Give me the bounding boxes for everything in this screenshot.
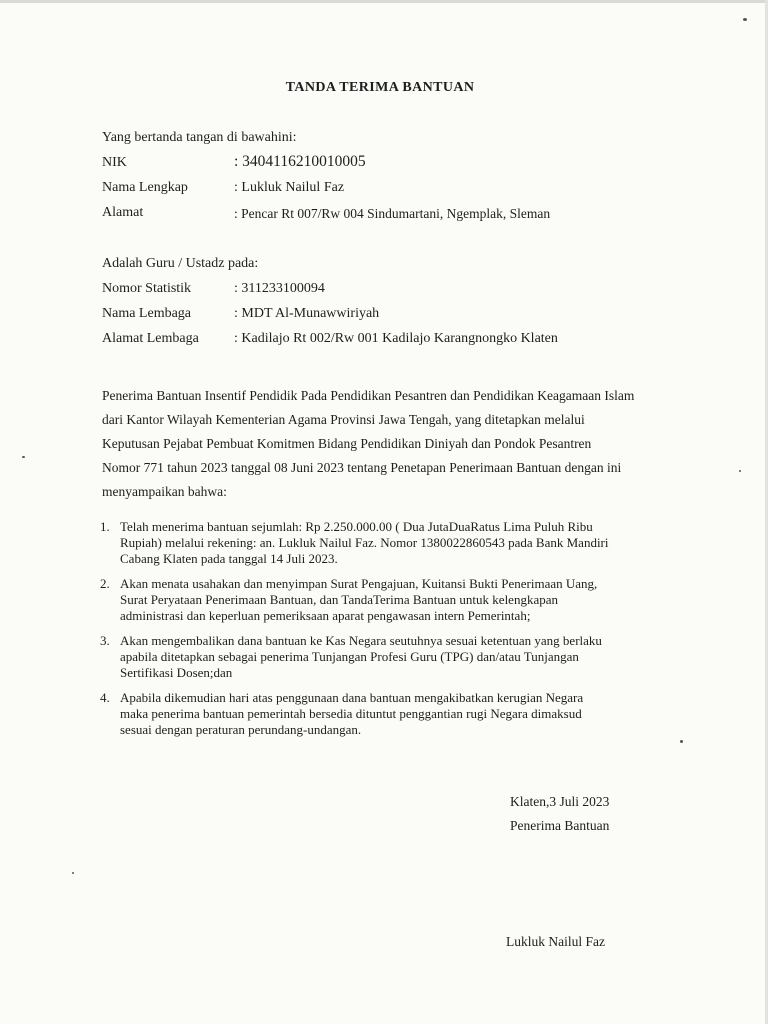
paragraph-line: dari Kantor Wilayah Kementerian Agama Provinsi Jawa Tengah, yang ditetapkan melalui — [102, 412, 585, 427]
nomor-statistik-value: : 311233100094 — [234, 281, 325, 296]
nama-lengkap-value: : Lukluk Nailul Faz — [234, 180, 345, 195]
nama-lembaga-label: Nama Lembaga — [102, 306, 192, 321]
scan-speck — [680, 740, 683, 743]
signature-name: Lukluk Nailul Faz — [506, 934, 605, 949]
nik-label: NIK — [102, 155, 127, 170]
list-line: Akan menata usahakan dan menyimpan Surat Pengajuan, Kuitansi Bukti Penerimaan Uang, — [120, 576, 598, 591]
paragraph-line: Keputusan Pejabat Pembuat Komitmen Bidang Pendidikan Diniyah dan Pondok Pesantren — [102, 436, 592, 451]
list-item — [100, 576, 680, 624]
scan-speck — [22, 456, 25, 458]
intro-text: Yang bertanda tangan di bawahini: — [102, 130, 297, 145]
paragraph-line: Penerima Bantuan Insentif Pendidik Pada Pendidikan Pesantren dan Pendidikan Keagamaan Islam — [102, 388, 635, 403]
list-number: 4. — [100, 690, 110, 705]
list-line: Sertifikasi Dosen;dan — [120, 665, 233, 680]
list-line: maka penerima bantuan pemerintah bersedia dituntut penggantian rugi Negara dimaksud — [120, 706, 582, 721]
signature-role: Penerima Bantuan — [510, 818, 610, 833]
list-number: 3. — [100, 633, 110, 648]
list-line: sesuai dengan peraturan perundang-undangan. — [120, 722, 362, 737]
list-line: Akan mengembalikan dana bantuan ke Kas Negara seutuhnya sesuai ketentuan yang berlaku — [120, 633, 602, 648]
scan-speck — [743, 18, 747, 21]
nomor-statistik-label: Nomor Statistik — [102, 281, 192, 296]
statement-list — [100, 519, 680, 747]
list-line: apabila ditetapkan sebagai penerima Tunjangan Profesi Guru (TPG) dan/atau Tunjangan — [120, 649, 579, 664]
list-number: 1. — [100, 519, 110, 534]
nik-value: : 3404116210010005 — [234, 153, 366, 170]
scan-edge-top — [0, 0, 768, 3]
alamat-lembaga-label: Alamat Lembaga — [102, 331, 199, 346]
scan-speck — [72, 872, 74, 874]
list-number: 2. — [100, 576, 110, 591]
list-item — [100, 519, 680, 567]
alamat-lembaga-value: : Kadilajo Rt 002/Rw 001 Kadilajo Karangnongko Klaten — [234, 331, 558, 346]
signature-place-date: Klaten,3 Juli 2023 — [510, 794, 610, 809]
role-intro: Adalah Guru / Ustadz pada: — [102, 256, 259, 271]
list-item — [100, 633, 680, 681]
scan-speck — [739, 470, 741, 472]
list-line: administrasi dan keperluan pemeriksaan aparat pengawasan intern Pemerintah; — [120, 608, 531, 623]
nama-lengkap-label: Nama Lengkap — [102, 180, 188, 195]
alamat-label: Alamat — [102, 205, 144, 220]
nama-lembaga-value: : MDT Al-Munawwiriyah — [234, 306, 380, 321]
list-item — [100, 690, 680, 738]
paragraph-line: Nomor 771 tahun 2023 tanggal 08 Juni 2023 tentang Penetapan Penerimaan Bantuan dengan ini — [102, 460, 622, 475]
list-line: Surat Peryataan Penerimaan Bantuan, dan TandaTerima Bantuan untuk kelengkapan — [120, 592, 558, 607]
list-line: Apabila dikemudian hari atas penggunaan dana bantuan mengakibatkan kerugian Negara — [120, 690, 584, 705]
document-title: TANDA TERIMA BANTUAN — [285, 80, 475, 95]
list-line: Rupiah) melalui rekening: an. Lukluk Nailul Faz. Nomor 1380022860543 pada Bank Mandiri — [120, 535, 609, 550]
alamat-value: : Pencar Rt 007/Rw 004 Sindumartani, Ngemplak, Sleman — [234, 206, 551, 221]
body-paragraph — [102, 384, 662, 504]
paragraph-line: menyampaikan bahwa: — [102, 484, 227, 499]
list-line: Cabang Klaten pada tanggal 14 Juli 2023. — [120, 551, 338, 566]
list-line: Telah menerima bantuan sejumlah: Rp 2.250.000.00 ( Dua JutaDuaRatus Lima Puluh Ribu — [120, 519, 593, 534]
